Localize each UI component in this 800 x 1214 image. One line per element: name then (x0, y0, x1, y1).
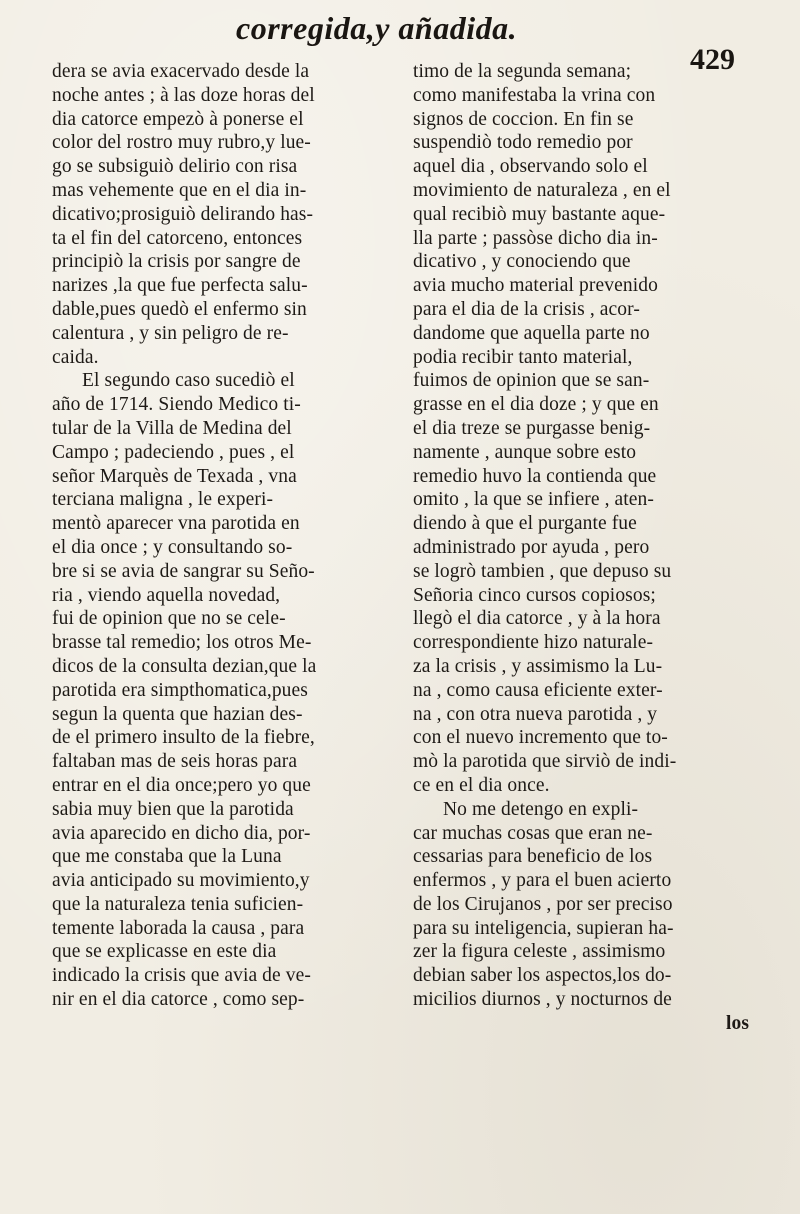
text-line: movimiento de naturaleza , en el (413, 179, 671, 201)
text-line: de el primero insulto de la fiebre, (52, 727, 315, 749)
text-line: mas vehemente que en el dia in- (52, 179, 307, 201)
text-line: avia aparecido en dicho dia, por- (52, 822, 311, 844)
running-head: corregida,y añadida. (236, 10, 518, 46)
text-line: parotida era simpthomatica,pues (52, 679, 308, 701)
catchword: los (726, 1013, 750, 1034)
left-text-column (52, 60, 382, 1012)
text-line: señor Marquès de Texada , vna (52, 465, 297, 487)
text-line: temente laborada la causa , para (52, 917, 305, 939)
text-line: za la crisis , y assimismo la Lu- (413, 655, 663, 677)
text-line: para el dia de la crisis , acor- (413, 298, 640, 320)
text-line: ria , viendo aquella novedad, (52, 584, 281, 606)
text-line: remedio huvo la contienda que (413, 465, 657, 487)
text-line: narizes ,la que fue perfecta salu- (52, 275, 308, 297)
text-line: car muchas cosas que eran ne- (413, 822, 653, 844)
text-line: que me constaba que la Luna (52, 846, 282, 868)
text-line: noche antes ; à las doze horas del (52, 84, 315, 106)
text-line: sabia muy bien que la parotida (52, 798, 294, 820)
text-line: indicado la crisis que avia de ve- (52, 965, 311, 987)
text-line: bre si se avia de sangrar su Seño- (52, 560, 315, 582)
text-line: timo de la segunda semana; (413, 61, 632, 82)
text-line: fuimos de opinion que se san- (413, 370, 650, 392)
text-line: ce en el dia once. (413, 774, 550, 796)
text-line: segun la quenta que hazian des- (52, 703, 303, 725)
text-line: tular de la Villa de Medina del (52, 417, 292, 439)
text-line: caida. (52, 346, 99, 368)
text-line: faltaban mas de seis horas para (52, 751, 298, 773)
text-line: enfermos , y para el buen acierto (413, 870, 672, 892)
text-line: signos de coccion. En fin se (413, 108, 634, 130)
text-line: podia recibir tanto material, (413, 346, 633, 368)
text-line: lla parte ; passòse dicho dia in- (413, 227, 658, 249)
text-line: terciana maligna , le experi- (52, 489, 274, 511)
text-line: debian saber los aspectos,los do- (413, 965, 672, 987)
text-line: como manifestaba la vrina con (413, 84, 656, 106)
text-line: año de 1714. Siendo Medico ti- (52, 394, 301, 416)
text-line: mò la parotida que sirviò de indi- (413, 751, 677, 773)
text-line: na , con otra nueva parotida , y (413, 703, 658, 725)
text-line: dicativo , y conociendo que (413, 251, 631, 273)
text-line: aquel dia , observando solo el (413, 156, 648, 178)
text-line: dicos de la consulta dezian,que la (52, 655, 317, 677)
text-line: El segundo caso sucediò el (82, 370, 295, 392)
text-line: el dia once ; y consultando so- (52, 536, 293, 558)
text-line: administrado por ayuda , pero (413, 536, 650, 558)
text-line: que se explicasse en este dia (52, 941, 277, 963)
text-line: brasse tal remedio; los otros Me- (52, 632, 312, 654)
text-line: zer la figura celeste , assimismo (413, 941, 666, 963)
text-line: ta el fin del catorceno, entonces (52, 227, 303, 249)
text-line: Campo ; padeciendo , pues , el (52, 441, 295, 463)
text-line: nir en el dia catorce , como sep- (52, 989, 305, 1011)
text-line: color del rostro muy rubro,y lue- (52, 132, 311, 154)
text-line: de los Cirujanos , por ser preciso (413, 893, 673, 915)
right-text-column (413, 60, 758, 1012)
text-line: llegò el dia catorce , y à la hora (413, 608, 661, 630)
text-line: el dia treze se purgasse benig- (413, 417, 651, 439)
text-line: dicativo;prosiguiò delirando has- (52, 203, 314, 225)
text-line: qual recibiò muy bastante aque- (413, 203, 666, 225)
text-line: dera se avia exacervado desde la (52, 61, 310, 82)
text-line: cessarias para beneficio de los (413, 846, 653, 868)
text-line: principiò la crisis por sangre de (52, 251, 301, 273)
text-line: namente , aunque sobre esto (413, 441, 637, 463)
text-line: calentura , y sin peligro de re- (52, 322, 289, 344)
text-line: correspondiente hizo naturale- (413, 632, 654, 654)
text-line: mentò aparecer vna parotida en (52, 513, 300, 535)
text-line: para su inteligencia, supieran ha- (413, 917, 674, 939)
text-line: micilios diurnos , y nocturnos de (413, 989, 672, 1011)
text-line: entrar en el dia once;pero yo que (52, 774, 311, 796)
text-line: omito , la que se infiere , aten- (413, 489, 655, 511)
text-line: fui de opinion que no se cele- (52, 608, 286, 630)
text-line: go se subsiguiò delirio con risa (52, 156, 298, 178)
text-line: que la naturaleza tenia suficien- (52, 893, 304, 915)
text-line: dandome que aquella parte no (413, 322, 650, 344)
page-number: 429 (690, 43, 735, 76)
text-line: dia catorce empezò à ponerse el (52, 108, 304, 130)
text-line: avia mucho material prevenido (413, 275, 658, 297)
text-line: diendo à que el purgante fue (413, 513, 637, 535)
text-line: grasse en el dia doze ; y que en (413, 394, 659, 416)
text-line: Señoria cinco cursos copiosos; (413, 584, 656, 606)
text-line: dable,pues quedò el enfermo sin (52, 298, 307, 320)
text-line: avia anticipado su movimiento,y (52, 870, 310, 892)
text-line: se logrò tambien , que depuso su (413, 560, 672, 582)
text-line: No me detengo en expli- (443, 798, 639, 820)
text-line: na , como causa eficiente exter- (413, 679, 663, 701)
text-line: con el nuevo incremento que to- (413, 727, 668, 749)
text-line: suspendiò todo remedio por (413, 132, 633, 154)
